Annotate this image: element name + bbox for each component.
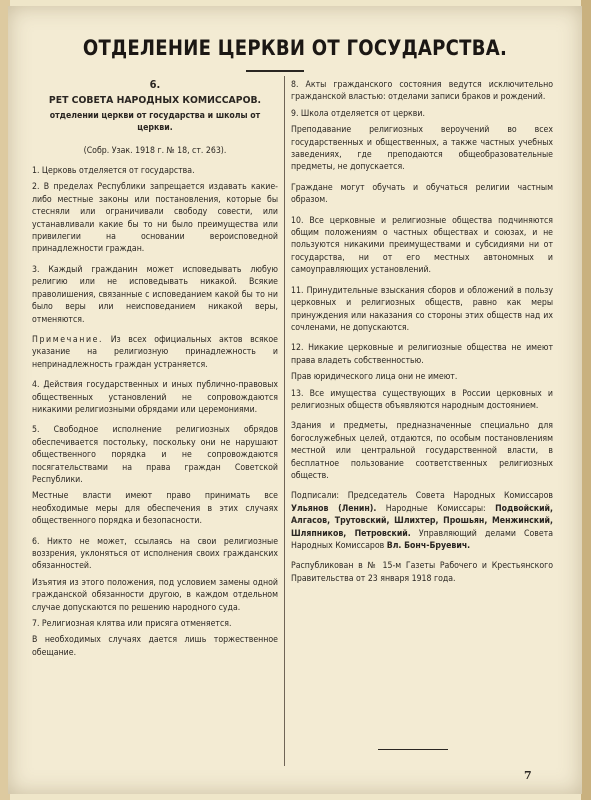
paragraph: Местные власти имеют право принимать все необходимые меры для обеспечения в этих случаях общественного порядка и безопасности. bbox=[32, 491, 278, 527]
paragraph: 2. В пределах Республики запрещается издавать какие-либо местные законы или постановления, которые бы стесняли или ограничивали свободу совести, или устанавливали какие бы то ни было преимущества или привилегии на основании вероисповедной принадлежности граждан. bbox=[32, 182, 278, 255]
signed-intro: Подписали: Председатель Совета Народных Комиссаров bbox=[291, 491, 553, 502]
publication-note: Распубликован в № 15-м Газеты Рабочего и Крестьянского Правительства от 23 января 1918 года. bbox=[291, 561, 553, 584]
signed-lenin: Ульянов (Ленин). bbox=[291, 503, 377, 514]
signed-bonch: Вл. Бонч-Бруевич. bbox=[386, 541, 471, 551]
paragraph: Здания и предметы, предназначенные специально для богослужебных целей, отдаются, по особым постановлениям местной или центральной государственной власти, в бесплатное пользование соответственных религиозных обществ. bbox=[291, 421, 553, 481]
left-column bbox=[32, 79, 278, 667]
decree-subheading: отделении церкви от государства и школы от церкви. bbox=[49, 110, 261, 134]
paragraph: Изъятия из этого положения, под условием замены одной гражданской обязанности другою, в каждом отдельном случае допускаются по решению народного суда. bbox=[32, 577, 278, 613]
paragraph: 9. Школа отделяется от церкви. bbox=[291, 108, 425, 119]
paragraph: Граждане могут обучать и обучаться религии частным образом. bbox=[291, 182, 553, 206]
note-text: Из всех официальных актов всякое указание на религиозную принадлежность и непринадлежность граждан устраняется. bbox=[32, 334, 278, 370]
paragraph: 13. Все имущества существующих в России церковных и религиозных обществ объявляются народным достоянием. bbox=[291, 388, 553, 411]
paragraph: В необходимых случаях дается лишь торжественное обещание. bbox=[32, 635, 278, 658]
document-page bbox=[8, 6, 582, 794]
signed-names: Подвойский, Алгасов, Трутовский, Шлихтер, Прошьян, Менжинский, Шляпников, Петровский. bbox=[291, 503, 553, 539]
paragraph: 3. Каждый гражданин может исповедывать любую религию или не исповедывать никакой. Всякие праволишения, связанные с исповеданием какой бы то ни было веры или неисповеданием никакой веры, отменяются. bbox=[32, 264, 278, 325]
signatures-paragraph bbox=[291, 490, 553, 552]
paragraph: 5. Свободное исполнение религиозных обрядов обеспечивается постольку, поскольку они не нарушают общественного порядка и не сопровождаются посягательствами на права граждан Советской Республики. bbox=[32, 425, 278, 485]
column-divider bbox=[284, 76, 285, 766]
paragraph: 8. Акты гражданского состояния ведутся исключительно гражданской властью: отделами записи браков и рождений. bbox=[291, 80, 553, 103]
right-column bbox=[291, 79, 553, 593]
paragraph: Преподавание религиозных вероучений во всех государственных и общественных, а также частных учебных заведениях, где преподаются общеобразовательные предметы, не допускается. bbox=[291, 125, 553, 173]
paragraph: 6. Никто не может, ссылаясь на свои религиозные воззрения, уклоняться от исполнения своих гражданских обязанностей. bbox=[32, 536, 278, 572]
title-rule bbox=[246, 70, 304, 72]
paragraph: 12. Никакие церковные и религиозные общества не имеют права владеть собственностью. bbox=[291, 343, 553, 366]
page-title: ОТДЕЛЕНИЕ ЦЕРКВИ ОТ ГОСУДАРСТВА. bbox=[82, 36, 508, 60]
page-edge-right bbox=[581, 0, 591, 800]
document-number: 6. bbox=[149, 78, 161, 91]
paragraph: 11. Принудительные взыскания сборов и обложений в пользу церковных и религиозных обществ, равно как меры принуждения или наказания со стороны этих обществ над их сочленами, не допускаются. bbox=[291, 285, 553, 333]
paragraph: 10. Все церковные и религиозные общества подчиняются общим положениям о частных обществах и союзах, и не пользуются никакими преимуществами и субсидиями ни от государства, ни от его местных автономных и самоуправляющих установлений. bbox=[291, 215, 553, 276]
page-number: 7 bbox=[524, 769, 532, 782]
signed-tail: Управляющий делами Совета Народных Комиссаров bbox=[291, 528, 554, 551]
note-paragraph bbox=[32, 334, 278, 371]
signed-mid: Народные Комиссары: bbox=[376, 503, 496, 514]
closing-rule bbox=[378, 749, 448, 750]
paragraph: 1. Церковь отделяется от государства. bbox=[32, 166, 195, 177]
source-reference: (Собр. Узак. 1918 г. № 18, ст. 263). bbox=[83, 145, 227, 156]
paragraph: 7. Религиозная клятва или присяга отменяется. bbox=[32, 619, 232, 630]
decree-heading: РЕТ СОВЕТА НАРОДНЫХ КОМИССАРОВ. bbox=[48, 95, 262, 107]
paragraph: Прав юридического лица они не имеют. bbox=[291, 372, 458, 383]
note-label: Примечание. bbox=[32, 334, 104, 345]
paragraph: 4. Действия государственных и иных публично-правовых общественных установлений не сопровождаются никакими религиозными обрядами или церемониями. bbox=[32, 380, 278, 415]
